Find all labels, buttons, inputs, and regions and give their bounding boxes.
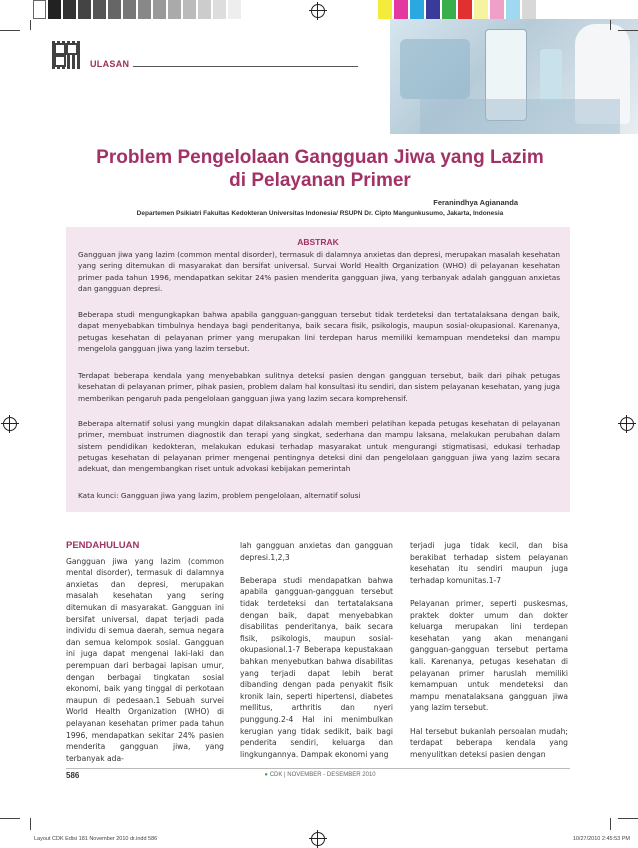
affiliation: Departemen Psikiatri Fakultas Kedokteran Universitas Indonesia/ RSUPN Dr. Cipto Mangunkusumo, Jakarta, Indonesia [136,210,504,217]
col3-paragraph-3: Hal tersebut bukanlah persoalan mudah; terdapat beberapa kendala yang menyulitkan deteksi pasien dengan [410,726,568,759]
header-photo [390,19,638,134]
crop-mark [610,818,611,830]
col3-paragraph-1: terjadi juga tidak kecil, dan bisa berakibat terhadap sistem pelayanan kesehatan itu sendiri maupun juga terhadap komunitas.1-7 [410,541,568,585]
body-column-1 [66,540,224,776]
journal-logo-icon: ● [264,772,269,778]
slug-right: 10/27/2010 2:45:53 PM [572,836,630,842]
section-label: ULASAN [90,59,130,69]
footer-rule [66,768,570,769]
col2-paragraph-2: Beberapa studi mendapatkan bahwa apabila gangguan-gangguan tersebut tidak terdeteksi dan tertatalaksana dengan baik, dapat menyebabkan disabilitas penderitanya, baik secara fisik, psikologis, maupun sosial-okupasional.1-7 Beberapa kepustakaan bahkan menyebutkan bahwa disabilitas yang terjadi dapat lebih berat dibanding dengan pada penyakit fisik kronik lain, seperti hipertensi, diabetes mellitus, arthritis dan nyeri punggung.2-4 Hal ini menimbulkan kerugian yang tidak sedikit, baik bagi penderita sendiri, keluarga dan lingkungannya. Dampak ekonomi yang [240,575,393,759]
section-heading: PENDAHULUAN [66,540,140,551]
crop-mark [30,20,31,30]
journal-footer [250,772,390,778]
abstract-heading: ABSTRAK [297,237,339,247]
color-registration-bar [378,0,610,19]
abstract-paragraph-1: Gangguan jiwa yang lazim (common mental disorder), termasuk di dalamnya anxietas dan depresi, merupakan masalah kesehatan yang sering ditemukan di masyarakat dan bersifat universal. Survai World Health Organization (WHO) di pelayanan kesehatan primer pada tahun 1996, mendapatkan sekitar 24% pasien menderita gangguan jiwa, yang terbanyak adalah gangguan anxietas dan gangguan depresi. [78,250,560,293]
keywords: Kata kunci: Gangguan jiwa yang lazim, problem pengelolaan, alternatif solusi [78,491,361,500]
crop-mark [30,818,31,830]
registration-mark-left-icon [3,417,17,431]
crop-mark [610,20,611,30]
gray-registration-bar [33,0,253,19]
page-number: 586 [66,771,80,780]
abstract-paragraph-4: Beberapa alternatif solusi yang mungkin dapat dilaksanakan adalah memberi pelatihan kepada petugas kesehatan di pelayanan primer, membuat instrumen diagnostik dan terapi yang singkat, sederhana dan mampu laksana, melakukan perubahan dalam sistem pendidikan kedokteran, melakukan edukasi terhadap masyarakat untuk mengurangi stigmatisasi, edukasi terhadap petugas kesehatan di pelayanan primer mengenai pentingnya deteksi dini dan pengelolaan gangguan jiwa yang lazim secara adekuat, dan mengembangkan riset untuk advokasi kebijakan pemerintah [78,419,560,474]
author: Feranindhya Agiananda [433,198,518,207]
col3-paragraph-2: Pelayanan primer, seperti puskesmas, praktek dokter umum dan dokter keluarga merupakan lini terdepan kesehatan yang akan menangani gangguan-gangguan tersebut pertama kali. Karenanya, petugas kesehatan di pelayanan primer haruslah memiliki kemampuan untuk mendeteksi dan mampu menatalaksana gangguan jiwa yang lazim tersebut. [410,598,568,713]
slug-left: Layout CDK Edisi 181 November 2010 dr.indd 586 [34,836,158,842]
registration-mark-right-icon [620,417,634,431]
crop-mark [0,818,20,819]
crop-mark [618,30,638,31]
crop-mark [618,818,638,819]
article-title-line1: Problem Pengelolaan Gangguan Jiwa yang Lazim [96,147,544,168]
journal-footer-text: CDK | NOVEMBER - DESEMBER 2010 [269,772,376,778]
registration-mark-top-icon [311,4,325,18]
abstract-paragraph-2: Beberapa studi mengungkapkan bahwa apabila gangguan-gangguan tersebut tidak terdeteksi dan tertatalaksana dengan baik, dapat menyebabkan timbulnya hendaya bagi penderitanya, baik secara fisik, psikologis, maupun sosial-okupasional. Karenanya, petugas kesehatan di pelayanan primer yang merupakan lini terdepan harus memiliki kemampuan mendeteksi dan mampu mengelola gangguan jiwa yang lazim tersebut. [78,310,560,353]
abstract-paragraph-3: Terdapat beberapa kendala yang menyebabkan sulitnya deteksi pasien dengan gangguan tersebut, baik dari pihak petugas kesehatan di pelayanan primer, pihak pasien, problem dalam hal konsultasi itu sendiri, dan sistem pelayanan kesehatan, yang juga memberikan pengaruh pada pengelolaan gangguan jiwa yang lazim secara komprehensif. [78,371,560,403]
qr-code-icon [52,41,80,69]
body-column-3 [410,540,568,772]
crop-mark [0,30,20,31]
registration-mark-bottom-icon [311,832,325,846]
col2-paragraph-1: lah gangguan anxietas dan gangguan depresi.1,2,3 [240,541,393,562]
article-title-line2: di Pelayanan Primer [229,170,411,191]
section-rule [133,66,358,67]
article-title [60,146,580,192]
body-column-2 [240,540,393,772]
col1-paragraph: Gangguan jiwa yang lazim (common mental disorder), termasuk di dalamnya anxietas dan depresi, merupakan masalah kesehatan yang sering ditemukan di masyarakat. Gangguan ini bersifat universal, dapat terjadi pada individu di semua daerah, semua negara dan semua kelompok sosial. Gangguan ini juga dapat mengenai laki-laki dan perempuan dari berbagai lapisan umur, dengan berbagai tingkatan sosial ekonomi, baik yang tinggal di perkotaan maupun di pedesaan.1 Sebuah survei World Health Organization (WHO) di pelayanan kesehatan primer pada tahun 1996, mendapatkan sekitar 24% pasien menderita gangguan jiwa, yang terbanyak ada- [66,556,224,763]
